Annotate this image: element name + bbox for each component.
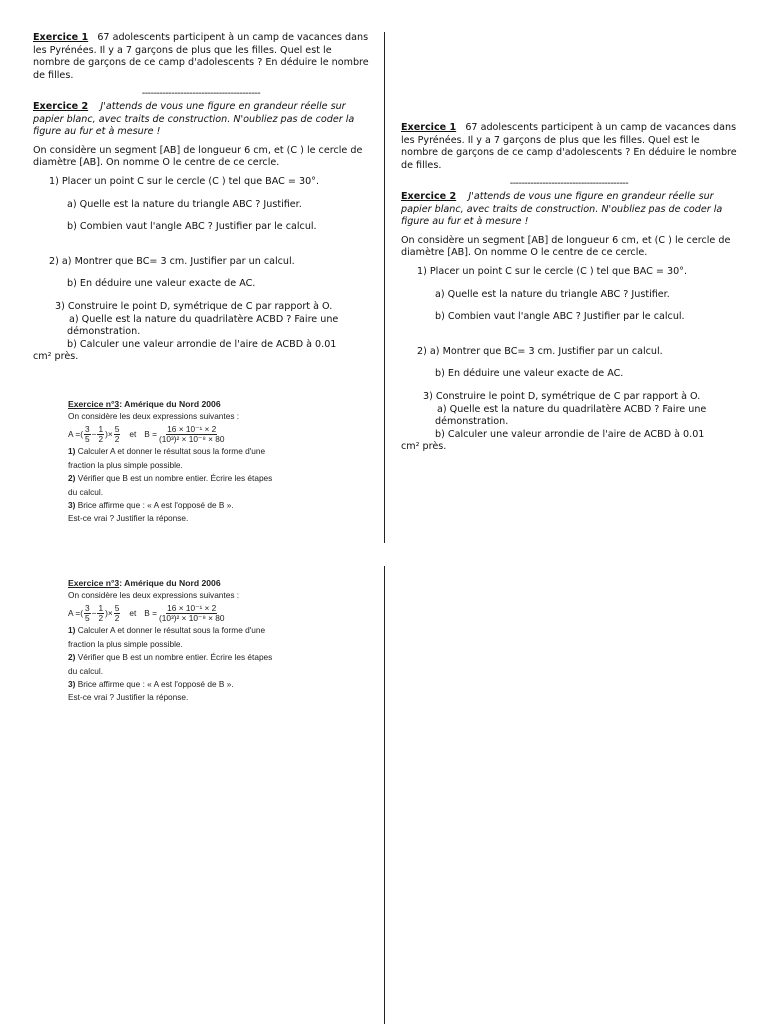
- left-column: [33, 32, 369, 364]
- exercise2-intro-paragraph: [33, 101, 369, 139]
- fraction-a3: $\frac{5}{2}$: [114, 423, 120, 444]
- exercise3-q2-cont: du calcul.: [68, 486, 104, 497]
- exercise3-q3-cont: Est-ce vrai ? Justifier la réponse.: [68, 692, 189, 703]
- fraction-a1: $\frac{3}{5}$: [85, 423, 90, 444]
- exercise3-q3: 3) Brice affirme que : « A est l'opposé de B ».: [68, 500, 234, 511]
- paren-close: ): [105, 608, 108, 619]
- exercise2-statement: On considère un segment [AB] de longueur 6 cm, et (C ) le cercle de diamètre [AB]. On nomme O le centre de ce cercle.: [401, 234, 731, 259]
- exercise2-statement: On considère un segment [AB] de longueur 6 cm, et (C ) le cercle de diamètre [AB]. On nomme O le centre de ce cercle.: [33, 144, 363, 169]
- exercise3-q2-cont: du calcul.: [68, 665, 104, 676]
- question-3b-continued: cm² près.: [33, 351, 79, 363]
- fraction-a1: $\frac{3}{5}$: [85, 602, 90, 623]
- exercise3-scan: [68, 578, 290, 705]
- exercise1-text: 67 adolescents participent à un camp de vacances dans les Pyrénées. Il y a 7 garçons de plus que les filles. Quel est le nombre de garçons de ce camp d'adolescents ? En déduire le nombre de filles.: [33, 32, 369, 81]
- exercise3-q1: 1) Calculer A et donner le résultat sous la forme d'une: [68, 625, 266, 636]
- exercise3-title-suffix: : Amérique du Nord 2006: [119, 578, 221, 588]
- expression-a-label: A =: [68, 429, 81, 440]
- exercise1-paragraph: [401, 122, 737, 172]
- exercise3-q2: 2) Vérifier que B est un nombre entier. Écrire les étapes: [68, 652, 273, 663]
- exercise3-scan: [68, 399, 290, 526]
- right-column: [401, 122, 737, 454]
- question-1b: b) Combien vaut l'angle ABC ? Justifier par le calcul.: [435, 311, 685, 323]
- exercise3-q2: 2) Vérifier que B est un nombre entier. Écrire les étapes: [68, 473, 273, 484]
- fraction-a3: $\frac{5}{2}$: [114, 602, 120, 623]
- exercise2-title: Exercice 2: [33, 100, 89, 112]
- question-1: 1) Placer un point C sur le cercle (C ) tel que BAC = 30°.: [417, 265, 688, 277]
- exercise3-title-prefix: Exercice n°3: [68, 578, 120, 588]
- exercise3-title: [68, 578, 290, 589]
- question-3a: a) Quelle est la nature du quadrilatère ACBD ? Faire une: [69, 313, 339, 325]
- question-3b: b) Calculer une valeur arrondie de l'aire de ACBD à 0.01: [67, 338, 337, 350]
- exercise2-intro: J'attends de vous une figure en grandeur réelle sur papier blanc, avec traits de construction. N'oubliez pas de coder la figure au fur et à mesure !: [401, 190, 723, 228]
- question-2b: b) En déduire une valeur exacte de AC.: [435, 368, 624, 380]
- question-1b: b) Combien vaut l'angle ABC ? Justifier par le calcul.: [67, 221, 317, 233]
- conjunction-et: et: [129, 608, 137, 619]
- question-3b: b) Calculer une valeur arrondie de l'aire de ACBD à 0.01: [435, 428, 705, 440]
- question-1: 1) Placer un point C sur le cercle (C ) tel que BAC = 30°.: [49, 175, 320, 187]
- expression-b-label: B =: [144, 608, 157, 619]
- question-3b-continued: cm² près.: [401, 441, 447, 453]
- times-sign: ×: [107, 429, 113, 440]
- fraction-b: $\frac{\text{16 × 10⁻¹ × 2}}{\text{(10³)² × 10⁻⁸ × 80}}$: [158, 602, 225, 623]
- question-1a: a) Quelle est la nature du triangle ABC ? Justifier.: [67, 198, 302, 210]
- exercise1-paragraph: [33, 32, 369, 82]
- conjunction-et: et: [129, 429, 137, 440]
- fraction-a2: $\frac{1}{2}$: [98, 602, 104, 623]
- exercise3-intro: On considère les deux expressions suivantes :: [68, 411, 240, 421]
- exercise3-q1-cont: fraction la plus simple possible.: [68, 459, 183, 470]
- paren-open: (: [80, 608, 83, 619]
- exercise3-title: [68, 399, 290, 410]
- question-2b: b) En déduire une valeur exacte de AC.: [67, 278, 256, 290]
- fraction-a2: $\frac{1}{2}$: [98, 423, 104, 444]
- exercise1-title: Exercice 1: [33, 32, 89, 43]
- exercise3-q1: 1) Calculer A et donner le résultat sous la forme d'une: [68, 446, 266, 457]
- exercise3-title-prefix: Exercice n°3: [68, 399, 120, 409]
- exercise1-text: 67 adolescents participent à un camp de vacances dans les Pyrénées. Il y a 7 garçons de plus que les filles. Quel est le nombre de garçons de ce camp d'adolescents ? En déduire le nombre de filles.: [401, 122, 737, 171]
- minus-sign: −: [91, 608, 97, 619]
- exercise1-title: Exercice 1: [401, 122, 457, 133]
- column-divider-top: [384, 32, 385, 543]
- column-divider-bottom: [384, 566, 385, 1024]
- question-1a: a) Quelle est la nature du triangle ABC ? Justifier.: [435, 288, 670, 300]
- exercise2-intro-paragraph: [401, 191, 737, 229]
- exercise2-title: Exercice 2: [401, 190, 457, 202]
- exercise3-q1-cont: fraction la plus simple possible.: [68, 638, 183, 649]
- fraction-b: $\frac{\text{16 × 10⁻¹ × 2}}{\text{(10³)² × 10⁻⁸ × 80}}$: [158, 423, 225, 444]
- expression-a-label: A =: [68, 608, 81, 619]
- minus-sign: −: [91, 429, 97, 440]
- separator-line: ----------------------------------------: [509, 178, 629, 190]
- paren-open: (: [80, 429, 83, 440]
- exercise3-q3: 3) Brice affirme que : « A est l'opposé de B ».: [68, 679, 234, 690]
- question-3: 3) Construire le point D, symétrique de C par rapport à O.: [423, 390, 701, 402]
- times-sign: ×: [107, 608, 113, 619]
- exercise3-title-suffix: : Amérique du Nord 2006: [119, 399, 221, 409]
- question-3a: a) Quelle est la nature du quadrilatère ACBD ? Faire une: [437, 403, 707, 415]
- separator-line: ----------------------------------------: [141, 88, 261, 100]
- expression-b-label: B =: [144, 429, 157, 440]
- question-2a: 2) a) Montrer que BC= 3 cm. Justifier par un calcul.: [417, 345, 663, 357]
- paren-close: ): [105, 429, 108, 440]
- question-3: 3) Construire le point D, symétrique de C par rapport à O.: [55, 300, 333, 312]
- question-2a: 2) a) Montrer que BC= 3 cm. Justifier par un calcul.: [49, 255, 295, 267]
- exercise3-intro: On considère les deux expressions suivantes :: [68, 590, 240, 600]
- exercise2-intro: J'attends de vous une figure en grandeur réelle sur papier blanc, avec traits de construction. N'oubliez pas de coder la figure au fur et à mesure !: [33, 100, 355, 138]
- question-3a-continued: démonstration.: [67, 326, 141, 338]
- exercise3-expressions: [68, 423, 290, 445]
- exercise3-expressions: [68, 602, 290, 624]
- exercise3-q3-cont: Est-ce vrai ? Justifier la réponse.: [68, 513, 189, 524]
- question-3a-continued: démonstration.: [435, 416, 509, 428]
